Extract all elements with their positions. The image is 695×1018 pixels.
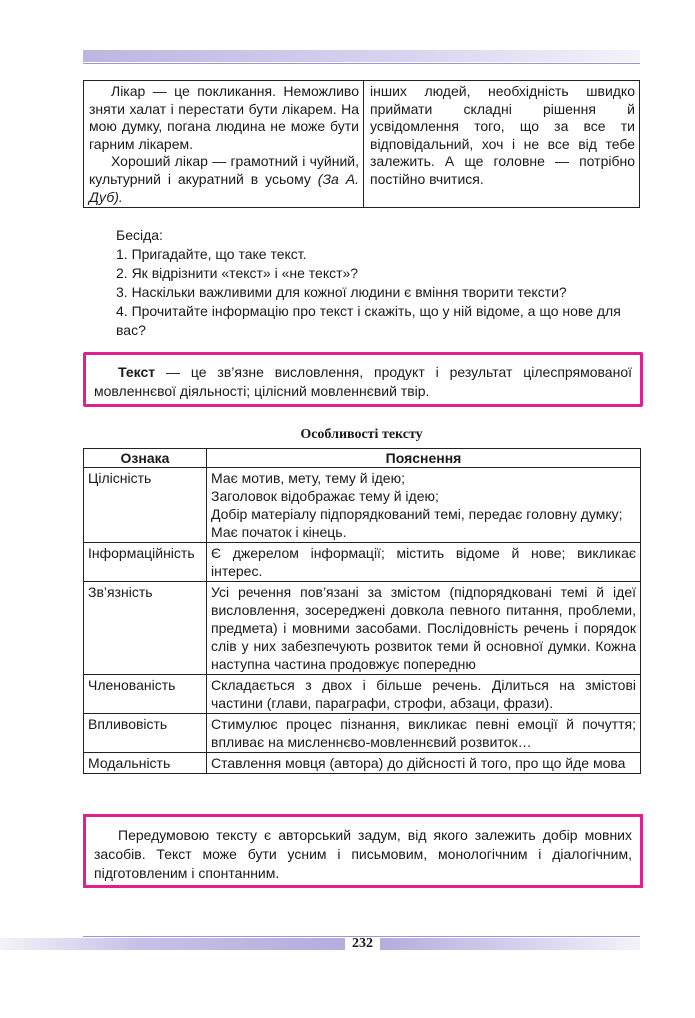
table-row	[84, 675, 641, 714]
header-decorative-bar	[83, 50, 640, 62]
story-paragraph-3: інших людей, необхідність швидко приймати складні рішення й усвідомлення того, що за все ти відповідальний, хоч і не все від тебе залежить. А ще головне — потрібно постійно вчитися.	[370, 83, 635, 187]
explanation-line: Ставлення мовця (автора) до дійсності й того, про що йде мова	[211, 755, 626, 771]
question-item: 2. Як відрізнити «текст» і «не текст»?	[116, 265, 359, 281]
feature-explanation	[207, 714, 641, 753]
footer-decorative-bar-right	[380, 938, 640, 950]
story-text-table	[83, 80, 640, 208]
explanation-line: Має мотив, мету, тему й ідею;	[211, 470, 405, 486]
table-row	[84, 543, 641, 582]
page-number: 232	[352, 936, 373, 951]
explanation-line: Стимулює процес пізнання, викликає певні емоції й почуття; впливає на мисленнєво-мовленнєвий розвиток…	[211, 716, 636, 750]
definition-body: — це зв’язне висловлення, продукт і результат цілеспрямованої мовленнєвої діяльності; цілісний мовленнєвий твір.	[94, 364, 632, 399]
feature-name: Інформаційність	[84, 543, 207, 582]
question-item: 4. Прочитайте інформацію про текст і скажіть, що у ній відоме, а що нове для вас?	[116, 303, 621, 338]
feature-explanation	[207, 582, 641, 675]
explanation-line: Має початок і кінець.	[211, 524, 347, 540]
feature-name: Зв’язність	[84, 582, 207, 675]
table-title: Особливості тексту	[300, 427, 423, 442]
feature-name: Впливовість	[84, 714, 207, 753]
definition-text	[94, 363, 632, 401]
definition-box	[83, 352, 643, 407]
explanation-line: Усі речення пов’язані за змістом (підпорядковані темі й ідеї висловлення, зосереджені довкола певного питання, проблеми, предмета) і мовними засобами. Послідовність речень і порядок слів у них забезпечують розвиток теми й основної думки. Кожна наступна частина продовжує попередню	[211, 584, 636, 672]
explanation-line: Заголовок відображає тему й ідею;	[211, 488, 439, 504]
table-row	[84, 582, 641, 675]
feature-name: Членованість	[84, 675, 207, 714]
table-row	[84, 468, 641, 543]
feature-name: Цілісність	[84, 468, 207, 543]
table-row	[84, 714, 641, 753]
footer-decorative-bar-left	[0, 938, 345, 950]
explanation-line: Є джерелом інформації; містить відоме й нове; викликає інтерес.	[211, 545, 636, 579]
story-source: (За А. Дуб).	[89, 170, 359, 205]
feature-explanation	[207, 543, 641, 582]
table-header-row	[84, 449, 641, 468]
feature-explanation	[207, 753, 641, 774]
feature-explanation	[207, 675, 641, 714]
note-box	[83, 814, 643, 888]
story-paragraph-2-text: Хороший лікар — грамотний і чуйний, культурний і акуратний в усьому	[89, 153, 359, 187]
explanation-line: Складається з двох і більше речень. Ділиться на змістові частини (глави, параграфи, строфи, абзаци, фрази).	[211, 677, 636, 711]
story-left-column	[84, 81, 364, 207]
questions-heading: Бесіда:	[116, 227, 163, 243]
question-item: 1. Пригадайте, що таке текст.	[116, 246, 307, 262]
header-feature: Ознака	[84, 449, 207, 468]
story-right-column	[364, 81, 639, 207]
explanation-line: Добір матеріалу підпорядкований темі, передає головну думку;	[211, 506, 623, 522]
definition-term: Текст	[118, 364, 156, 380]
feature-explanation	[207, 468, 641, 543]
table-row	[84, 753, 641, 774]
discussion-questions	[116, 226, 642, 340]
note-text: Передумовою тексту є авторський задум, від якого залежить добір мовних засобів. Текст може бути усним і письмовим, монологічним і діалогічним, підготовленим і спонтанним.	[94, 827, 632, 881]
story-paragraph-2	[89, 153, 359, 206]
story-paragraph-1: Лікар — це покликання. Неможливо зняти халат і перестати бути лікарем. На мою думку, погана людина не може бути гарним лікарем.	[89, 83, 359, 152]
feature-name: Модальність	[84, 753, 207, 774]
question-item: 3. Наскільки важливими для кожної людини є вміння творити тексти?	[116, 284, 567, 300]
features-table	[83, 448, 641, 774]
header-explanation: Пояснення	[207, 449, 641, 468]
header-divider	[83, 63, 640, 64]
